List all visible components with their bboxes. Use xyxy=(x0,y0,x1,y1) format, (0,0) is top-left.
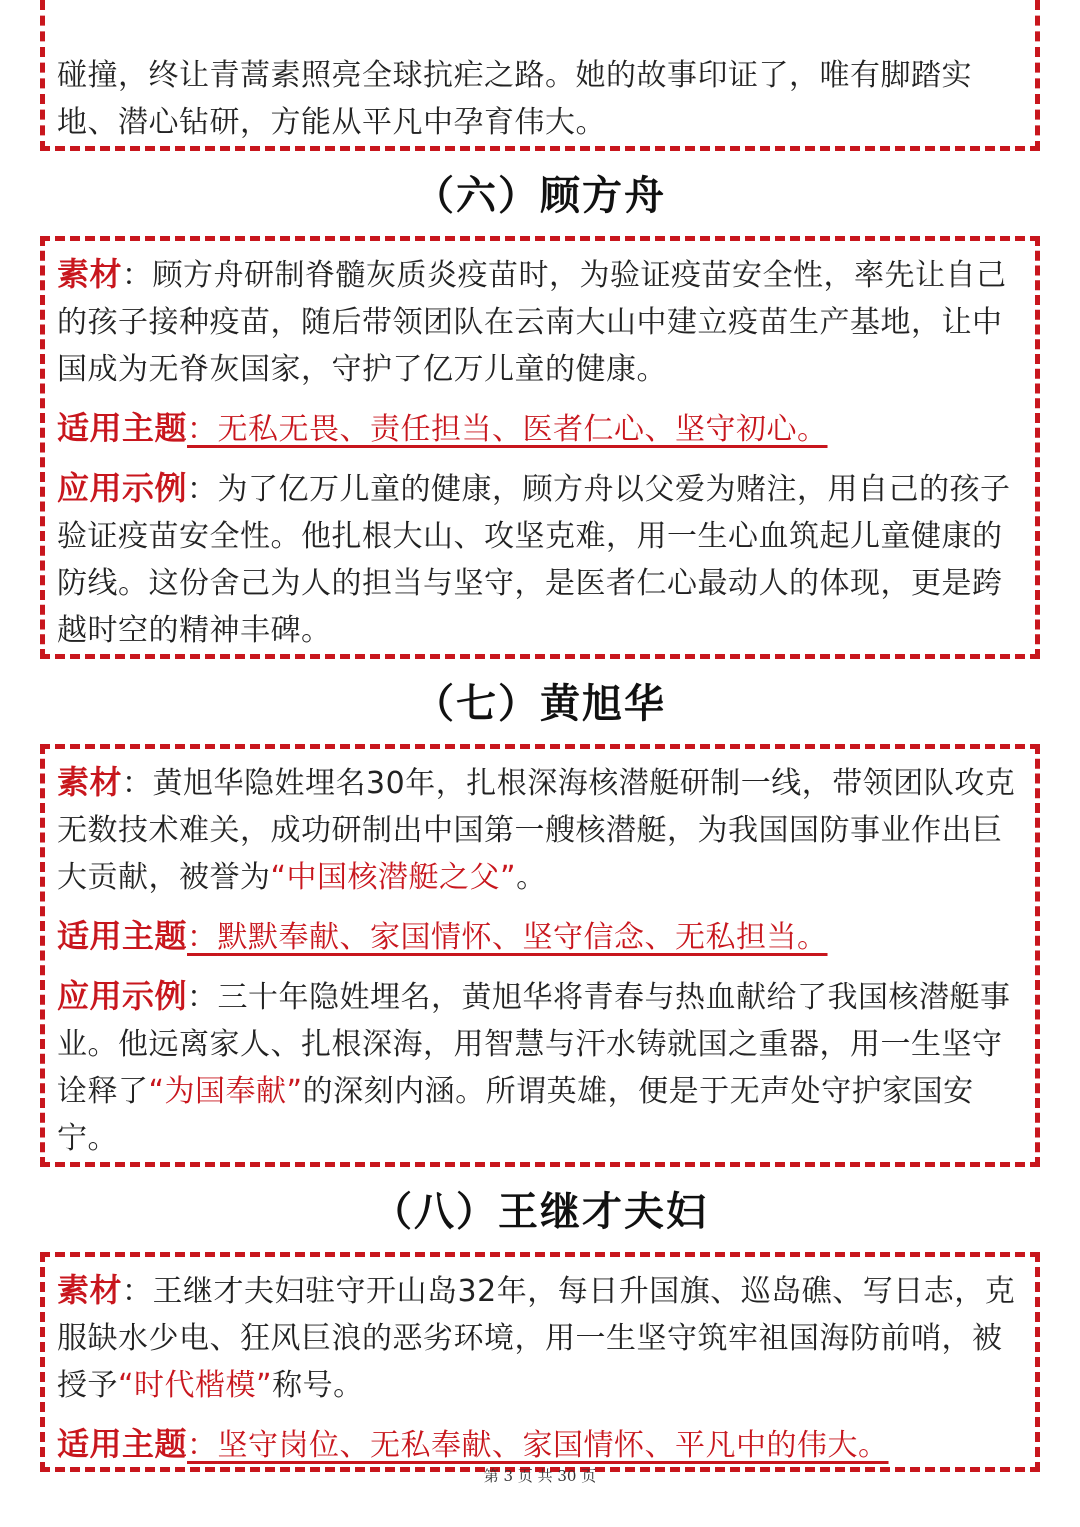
material-quote: “中国核潜艇之父” xyxy=(270,860,517,895)
page-number: 第 3 页 共 30 页 xyxy=(483,1467,597,1485)
theme-paragraph xyxy=(57,913,1023,961)
intro-text: 碰撞，终让青蒿素照亮全球抗疟之路。她的故事印证了，唯有脚踏实地、潜心钻研，方能从平凡中孕育伟大。 xyxy=(57,58,972,140)
theme-colon: ： xyxy=(187,1428,218,1463)
material-text-end: 称号。 xyxy=(272,1368,364,1403)
section-heading-6: （六）顾方舟 xyxy=(414,173,666,219)
theme-colon: ： xyxy=(187,920,218,955)
theme-text: 坚守岗位、无私奉献、家国情怀、平凡中的伟大。 xyxy=(217,1428,889,1463)
section-box-8 xyxy=(40,1252,1040,1472)
material-text: 顾方舟研制脊髓灰质炎疫苗时，为验证疫苗安全性，率先让自己的孩子接种疫苗，随后带领团队在云南大山中建立疫苗生产基地，让中国成为无脊灰国家，守护了亿万儿童的健康。 xyxy=(57,258,1007,387)
theme-paragraph xyxy=(57,405,1023,453)
theme-paragraph xyxy=(57,1421,1023,1469)
example-label: 应用示例 xyxy=(57,469,188,507)
example-text: 三十年隐姓埋名，黄旭华将青春与热血献给了我国核潜艇事业。他远离家人、扎根深海，用智慧与汗水铸就国之重器，用一生坚守诠释了 xyxy=(57,980,1011,1109)
example-paragraph xyxy=(57,973,1023,1162)
example-label: 应用示例 xyxy=(57,977,188,1015)
theme-colon: ： xyxy=(187,412,218,447)
material-label: 素材 xyxy=(57,255,123,293)
material-text: 王继才夫妇驻守开山岛32年，每日升国旗、巡岛礁、写日志，克服缺水少电、狂风巨浪的恶劣环境，用一生坚守筑牢祖国海防前哨，被授予 xyxy=(57,1274,1016,1403)
example-quote: “为国奉献” xyxy=(148,1074,303,1109)
colon: ： xyxy=(122,258,153,293)
section-heading-8: （八）王继才夫妇 xyxy=(372,1189,708,1235)
example-paragraph xyxy=(57,465,1023,654)
material-label: 素材 xyxy=(57,1271,123,1309)
theme-label: 适用主题 xyxy=(57,917,188,955)
colon: ： xyxy=(122,1274,153,1309)
example-text-end: 的深刻内涵。所谓英雄，便是于无声处守护家国安宁。 xyxy=(57,1074,974,1156)
material-quote: “时代楷模” xyxy=(118,1368,273,1403)
theme-text: 默默奉献、家国情怀、坚守信念、无私担当。 xyxy=(217,920,828,955)
material-paragraph xyxy=(57,759,1023,901)
section-box-7 xyxy=(40,744,1040,1167)
material-paragraph xyxy=(57,251,1023,393)
colon: ： xyxy=(187,472,218,507)
colon: ： xyxy=(187,980,218,1015)
section-box-6 xyxy=(40,236,1040,659)
section-heading-7: （七）黄旭华 xyxy=(414,681,666,727)
theme-label: 适用主题 xyxy=(57,1425,188,1463)
theme-text: 无私无畏、责任担当、医者仁心、坚守初心。 xyxy=(217,412,828,447)
material-text: 黄旭华隐姓埋名30年，扎根深海核潜艇研制一线，带领团队攻克无数技术难关，成功研制出中国第一艘核潜艇，为我国国防事业作出巨大贡献，被誉为 xyxy=(57,766,1016,895)
colon: ： xyxy=(122,766,153,801)
example-text: 为了亿万儿童的健康，顾方舟以父爱为赌注，用自己的孩子验证疫苗安全性。他扎根大山、攻坚克难，用一生心血筑起儿童健康的防线。这份舍己为人的担当与坚守，是医者仁心最动人的体现，更是跨越时空的精神丰碑。 xyxy=(57,472,1011,648)
intro-box xyxy=(40,0,1040,151)
material-text-end: 。 xyxy=(516,860,547,895)
theme-label: 适用主题 xyxy=(57,409,188,447)
material-paragraph xyxy=(57,1267,1023,1409)
material-label: 素材 xyxy=(57,763,123,801)
